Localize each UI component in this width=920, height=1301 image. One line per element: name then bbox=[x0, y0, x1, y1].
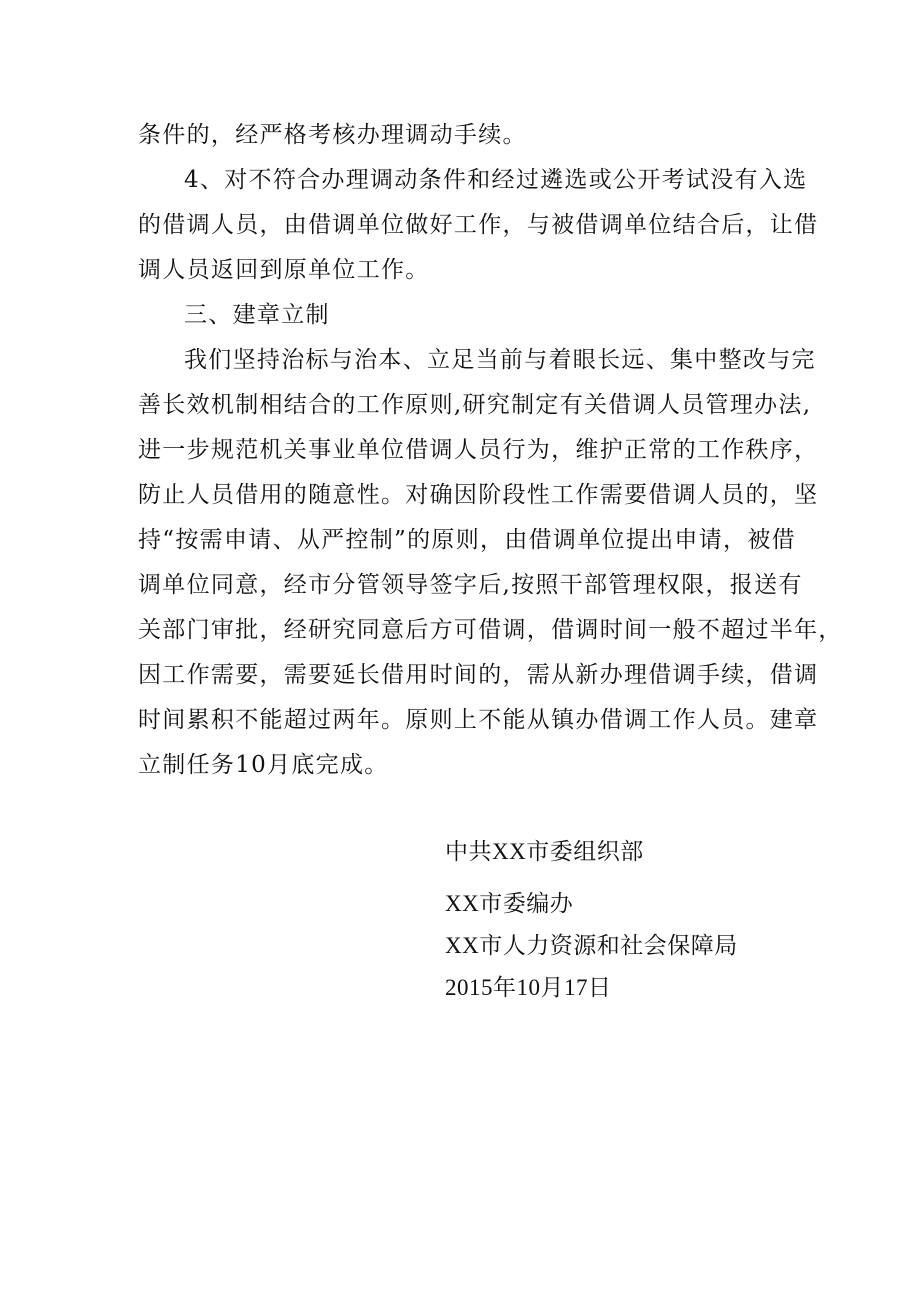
document-body bbox=[138, 113, 843, 788]
paragraph-line: 4、对不符合办理调动条件和经过遴选或公开考试没有入选 bbox=[184, 167, 808, 193]
signature-date: 2015年10月17日 bbox=[445, 975, 612, 1000]
paragraph-line: 时间累积不能超过两年。原则上不能从镇办借调工作人员。建章 bbox=[138, 707, 819, 733]
paragraph-line: 因工作需要，需要延长借用时间的，需从新办理借调手续，借调 bbox=[138, 662, 819, 688]
paragraph-line: 我们坚持治标与治本、立足当前与着眼长远、集中整改与完 bbox=[184, 347, 816, 373]
paragraph-line: 的借调人员，由借调单位做好工作，与被借调单位结合后，让借 bbox=[138, 212, 819, 238]
section-heading: 三、建章立制 bbox=[184, 302, 330, 328]
signature-org-organization-dept: 中共XX市委组织部 bbox=[445, 839, 644, 864]
paragraph-line: 调人员返回到原单位工作。 bbox=[138, 257, 430, 283]
paragraph-line: 调单位同意，经市分管领导签字后,按照干部管理权限，报送有 bbox=[138, 572, 803, 598]
signature-org-staffing-office: XX市委编办 bbox=[445, 891, 574, 916]
paragraph-line: 立制任务10月底完成。 bbox=[138, 752, 389, 778]
paragraph-line: 条件的，经严格考核办理调动手续。 bbox=[138, 122, 527, 148]
paragraph-line: 关部门审批，经研究同意后方可借调，借调时间一般不超过半年， bbox=[138, 617, 843, 643]
paragraph-line: 防止人员借用的随意性。对确因阶段性工作需要借调人员的，坚 bbox=[138, 482, 819, 508]
paragraph-line: 持“按需申请、从严控制”的原则，由借调单位提出申请，被借 bbox=[138, 527, 796, 553]
paragraph-line: 善长效机制相结合的工作原则,研究制定有关借调人员管理办法, bbox=[138, 392, 812, 418]
paragraph-line: 进一步规范机关事业单位借调人员行为，维护正常的工作秩序， bbox=[138, 437, 819, 463]
signature-org-hr-bureau: XX市人力资源和社会保障局 bbox=[445, 933, 738, 958]
